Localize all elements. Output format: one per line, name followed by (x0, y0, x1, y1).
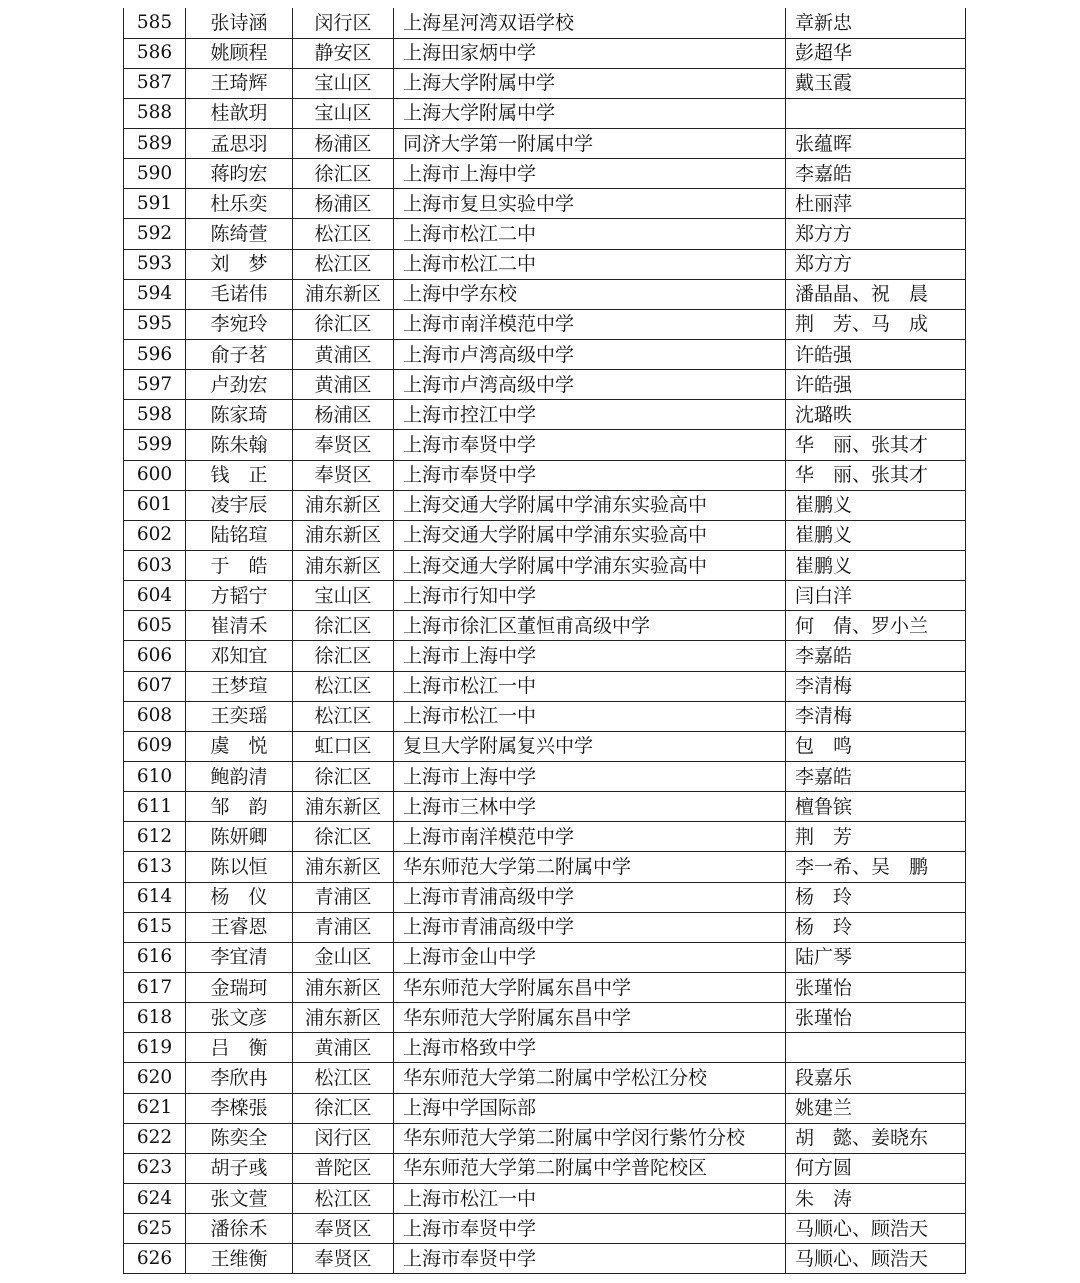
row-number-cell: 603 (124, 551, 186, 581)
row-number-cell: 608 (124, 701, 186, 731)
row-number-cell: 606 (124, 641, 186, 671)
school-name-cell: 上海大学附属中学 (394, 68, 786, 98)
school-name-cell: 上海市徐汇区董恒甫高级中学 (394, 611, 786, 641)
student-name-cell: 张文彦 (186, 1003, 293, 1033)
row-number-cell: 610 (124, 762, 186, 792)
teacher-name-cell: 李嘉皓 (786, 762, 966, 792)
district-cell: 黄浦区 (293, 1033, 394, 1063)
district-cell: 青浦区 (293, 912, 394, 942)
row-number-cell: 585 (124, 8, 186, 38)
row-number-cell: 589 (124, 129, 186, 159)
row-number-cell: 621 (124, 1093, 186, 1123)
student-name-cell: 陈绮萱 (186, 219, 293, 249)
district-cell: 杨浦区 (293, 400, 394, 430)
row-number-cell: 612 (124, 822, 186, 852)
district-cell: 松江区 (293, 1183, 394, 1213)
table-row (124, 1033, 966, 1063)
school-name-cell: 华东师范大学附属东昌中学 (394, 973, 786, 1003)
district-cell: 宝山区 (293, 68, 394, 98)
award-list-table (123, 8, 966, 1274)
row-number-cell: 594 (124, 279, 186, 309)
row-number-cell: 587 (124, 68, 186, 98)
teacher-name-cell: 许皓强 (786, 340, 966, 370)
teacher-name-cell: 彭超华 (786, 38, 966, 68)
teacher-name-cell: 李一希、吴 鹏 (786, 852, 966, 882)
school-name-cell: 上海市松江一中 (394, 671, 786, 701)
student-name-cell: 王琦辉 (186, 68, 293, 98)
row-number-cell: 605 (124, 611, 186, 641)
teacher-name-cell: 张蕴晖 (786, 129, 966, 159)
teacher-name-cell: 荆 芳 (786, 822, 966, 852)
student-name-cell: 桂歆玥 (186, 98, 293, 128)
school-name-cell: 上海星河湾双语学校 (394, 8, 786, 38)
district-cell: 宝山区 (293, 581, 394, 611)
student-name-cell: 李欣冉 (186, 1063, 293, 1093)
student-name-cell: 于 皓 (186, 551, 293, 581)
row-number-cell: 598 (124, 400, 186, 430)
district-cell: 黄浦区 (293, 370, 394, 400)
row-number-cell: 616 (124, 942, 186, 972)
teacher-name-cell: 何 倩、罗小兰 (786, 611, 966, 641)
school-name-cell: 上海市卢湾高级中学 (394, 370, 786, 400)
teacher-name-cell: 包 鸣 (786, 731, 966, 761)
teacher-name-cell: 何方圆 (786, 1153, 966, 1183)
teacher-name-cell: 李嘉皓 (786, 641, 966, 671)
table-row (124, 551, 966, 581)
school-name-cell: 上海交通大学附属中学浦东实验高中 (394, 551, 786, 581)
district-cell: 金山区 (293, 942, 394, 972)
table-row (124, 520, 966, 550)
district-cell: 徐汇区 (293, 762, 394, 792)
row-number-cell: 590 (124, 159, 186, 189)
school-name-cell: 上海市南洋模范中学 (394, 309, 786, 339)
row-number-cell: 623 (124, 1153, 186, 1183)
district-cell: 奉贤区 (293, 430, 394, 460)
row-number-cell: 588 (124, 98, 186, 128)
student-name-cell: 李檪張 (186, 1093, 293, 1123)
teacher-name-cell: 华 丽、张其才 (786, 430, 966, 460)
school-name-cell: 上海市松江一中 (394, 1183, 786, 1213)
row-number-cell: 586 (124, 38, 186, 68)
table-row (124, 882, 966, 912)
district-cell: 松江区 (293, 249, 394, 279)
school-name-cell: 上海市奉贤中学 (394, 430, 786, 460)
school-name-cell: 华东师范大学第二附属中学 (394, 852, 786, 882)
teacher-name-cell: 李清梅 (786, 701, 966, 731)
school-name-cell: 上海市青浦高级中学 (394, 912, 786, 942)
teacher-name-cell: 沈璐昳 (786, 400, 966, 430)
school-name-cell: 同济大学第一附属中学 (394, 129, 786, 159)
student-name-cell: 钱 正 (186, 460, 293, 490)
table-row (124, 1093, 966, 1123)
student-name-cell: 胡子彧 (186, 1153, 293, 1183)
table-row (124, 1214, 966, 1244)
district-cell: 徐汇区 (293, 159, 394, 189)
school-name-cell: 上海市金山中学 (394, 942, 786, 972)
student-name-cell: 金瑞珂 (186, 973, 293, 1003)
school-name-cell: 华东师范大学第二附属中学闵行紫竹分校 (394, 1123, 786, 1153)
row-number-cell: 596 (124, 340, 186, 370)
school-name-cell: 上海中学国际部 (394, 1093, 786, 1123)
teacher-name-cell: 姚建兰 (786, 1093, 966, 1123)
school-name-cell: 上海市松江一中 (394, 701, 786, 731)
district-cell: 普陀区 (293, 1153, 394, 1183)
table-row (124, 1003, 966, 1033)
school-name-cell: 上海市奉贤中学 (394, 460, 786, 490)
student-name-cell: 王梦瑄 (186, 671, 293, 701)
teacher-name-cell: 马顺心、顾浩天 (786, 1214, 966, 1244)
student-name-cell: 王维衡 (186, 1244, 293, 1274)
row-number-cell: 601 (124, 490, 186, 520)
table-row (124, 98, 966, 128)
district-cell: 杨浦区 (293, 189, 394, 219)
school-name-cell: 上海大学附属中学 (394, 98, 786, 128)
school-name-cell: 华东师范大学第二附属中学普陀校区 (394, 1153, 786, 1183)
district-cell: 松江区 (293, 1063, 394, 1093)
table-row (124, 159, 966, 189)
school-name-cell: 上海市上海中学 (394, 641, 786, 671)
district-cell: 徐汇区 (293, 822, 394, 852)
table-row (124, 822, 966, 852)
teacher-name-cell: 戴玉霞 (786, 68, 966, 98)
teacher-name-cell: 华 丽、张其才 (786, 460, 966, 490)
student-name-cell: 陈朱翰 (186, 430, 293, 460)
district-cell: 黄浦区 (293, 340, 394, 370)
teacher-name-cell (786, 98, 966, 128)
table-row (124, 912, 966, 942)
row-number-cell: 593 (124, 249, 186, 279)
district-cell: 闵行区 (293, 8, 394, 38)
teacher-name-cell: 胡 懿、姜晓东 (786, 1123, 966, 1153)
table-row (124, 370, 966, 400)
table-row (124, 792, 966, 822)
teacher-name-cell: 崔鹏义 (786, 490, 966, 520)
table-row (124, 1063, 966, 1093)
row-number-cell: 604 (124, 581, 186, 611)
district-cell: 奉贤区 (293, 460, 394, 490)
row-number-cell: 618 (124, 1003, 186, 1033)
table-row (124, 340, 966, 370)
teacher-name-cell: 陆广琴 (786, 942, 966, 972)
student-name-cell: 杜乐奕 (186, 189, 293, 219)
school-name-cell: 上海市卢湾高级中学 (394, 340, 786, 370)
row-number-cell: 615 (124, 912, 186, 942)
table-row (124, 942, 966, 972)
school-name-cell: 上海市上海中学 (394, 159, 786, 189)
student-name-cell: 毛诺伟 (186, 279, 293, 309)
table-row (124, 309, 966, 339)
table-row (124, 279, 966, 309)
table-row (124, 973, 966, 1003)
school-name-cell: 复旦大学附属复兴中学 (394, 731, 786, 761)
teacher-name-cell: 荆 芳、马 成 (786, 309, 966, 339)
district-cell: 浦东新区 (293, 1003, 394, 1033)
district-cell: 杨浦区 (293, 129, 394, 159)
teacher-name-cell: 崔鹏义 (786, 520, 966, 550)
teacher-name-cell: 郑方方 (786, 249, 966, 279)
table-row (124, 460, 966, 490)
student-name-cell: 邹 韵 (186, 792, 293, 822)
student-name-cell: 崔清禾 (186, 611, 293, 641)
student-name-cell: 吕 衡 (186, 1033, 293, 1063)
teacher-name-cell (786, 1033, 966, 1063)
student-name-cell: 陈家琦 (186, 400, 293, 430)
row-number-cell: 613 (124, 852, 186, 882)
school-name-cell: 上海市奉贤中学 (394, 1244, 786, 1274)
teacher-name-cell: 段嘉乐 (786, 1063, 966, 1093)
district-cell: 松江区 (293, 219, 394, 249)
district-cell: 浦东新区 (293, 490, 394, 520)
student-name-cell: 姚顾程 (186, 38, 293, 68)
school-name-cell: 上海交通大学附属中学浦东实验高中 (394, 490, 786, 520)
table-row (124, 701, 966, 731)
student-name-cell: 张诗涵 (186, 8, 293, 38)
table-row (124, 671, 966, 701)
row-number-cell: 626 (124, 1244, 186, 1274)
student-name-cell: 邓知宜 (186, 641, 293, 671)
student-name-cell: 陈奕全 (186, 1123, 293, 1153)
school-name-cell: 上海市复旦实验中学 (394, 189, 786, 219)
district-cell: 松江区 (293, 671, 394, 701)
student-name-cell: 鲍韵清 (186, 762, 293, 792)
district-cell: 静安区 (293, 38, 394, 68)
table-row (124, 68, 966, 98)
table-row (124, 8, 966, 38)
table-row (124, 189, 966, 219)
teacher-name-cell: 郑方方 (786, 219, 966, 249)
school-name-cell: 上海交通大学附属中学浦东实验高中 (394, 520, 786, 550)
table-row (124, 129, 966, 159)
row-number-cell: 591 (124, 189, 186, 219)
school-name-cell: 上海市松江二中 (394, 219, 786, 249)
student-name-cell: 俞子茗 (186, 340, 293, 370)
school-name-cell: 上海市奉贤中学 (394, 1214, 786, 1244)
district-cell: 徐汇区 (293, 641, 394, 671)
teacher-name-cell: 崔鹏义 (786, 551, 966, 581)
table-row (124, 1183, 966, 1213)
table-row (124, 762, 966, 792)
school-name-cell: 上海田家炳中学 (394, 38, 786, 68)
row-number-cell: 624 (124, 1183, 186, 1213)
row-number-cell: 611 (124, 792, 186, 822)
table-row (124, 38, 966, 68)
district-cell: 浦东新区 (293, 551, 394, 581)
table-row (124, 249, 966, 279)
table-row (124, 430, 966, 460)
table-body (124, 8, 966, 1274)
district-cell: 浦东新区 (293, 792, 394, 822)
teacher-name-cell: 檀鲁镔 (786, 792, 966, 822)
row-number-cell: 592 (124, 219, 186, 249)
school-name-cell: 上海市行知中学 (394, 581, 786, 611)
row-number-cell: 607 (124, 671, 186, 701)
student-name-cell: 卢劲宏 (186, 370, 293, 400)
student-name-cell: 李宜清 (186, 942, 293, 972)
school-name-cell: 上海市控江中学 (394, 400, 786, 430)
student-name-cell: 凌宇辰 (186, 490, 293, 520)
table-row (124, 1153, 966, 1183)
table-row (124, 852, 966, 882)
row-number-cell: 620 (124, 1063, 186, 1093)
table-row (124, 1244, 966, 1274)
district-cell: 奉贤区 (293, 1244, 394, 1274)
teacher-name-cell: 杨 玲 (786, 882, 966, 912)
row-number-cell: 597 (124, 370, 186, 400)
row-number-cell: 619 (124, 1033, 186, 1063)
district-cell: 浦东新区 (293, 973, 394, 1003)
district-cell: 浦东新区 (293, 520, 394, 550)
table-row (124, 731, 966, 761)
row-number-cell: 600 (124, 460, 186, 490)
teacher-name-cell: 章新忠 (786, 8, 966, 38)
teacher-name-cell: 潘晶晶、祝 晨 (786, 279, 966, 309)
student-name-cell: 王奕瑶 (186, 701, 293, 731)
student-name-cell: 潘徐禾 (186, 1214, 293, 1244)
school-name-cell: 上海市三林中学 (394, 792, 786, 822)
school-name-cell: 上海中学东校 (394, 279, 786, 309)
row-number-cell: 609 (124, 731, 186, 761)
student-name-cell: 陆铭瑄 (186, 520, 293, 550)
school-name-cell: 上海市松江二中 (394, 249, 786, 279)
table-row (124, 641, 966, 671)
district-cell: 徐汇区 (293, 1093, 394, 1123)
student-name-cell: 方韬宁 (186, 581, 293, 611)
student-name-cell: 刘 梦 (186, 249, 293, 279)
district-cell: 青浦区 (293, 882, 394, 912)
student-name-cell: 陈以恒 (186, 852, 293, 882)
district-cell: 松江区 (293, 701, 394, 731)
teacher-name-cell: 许皓强 (786, 370, 966, 400)
document-page (123, 8, 965, 1274)
row-number-cell: 602 (124, 520, 186, 550)
student-name-cell: 虞 悦 (186, 731, 293, 761)
row-number-cell: 595 (124, 309, 186, 339)
school-name-cell: 上海市格致中学 (394, 1033, 786, 1063)
school-name-cell: 华东师范大学第二附属中学松江分校 (394, 1063, 786, 1093)
teacher-name-cell: 张瑾怡 (786, 1003, 966, 1033)
teacher-name-cell: 闫白洋 (786, 581, 966, 611)
district-cell: 徐汇区 (293, 309, 394, 339)
student-name-cell: 杨 仪 (186, 882, 293, 912)
teacher-name-cell: 朱 涛 (786, 1183, 966, 1213)
district-cell: 徐汇区 (293, 611, 394, 641)
row-number-cell: 625 (124, 1214, 186, 1244)
row-number-cell: 599 (124, 430, 186, 460)
table-row (124, 490, 966, 520)
school-name-cell: 上海市上海中学 (394, 762, 786, 792)
table-row (124, 400, 966, 430)
student-name-cell: 王睿恩 (186, 912, 293, 942)
table-row (124, 1123, 966, 1153)
row-number-cell: 614 (124, 882, 186, 912)
table-row (124, 611, 966, 641)
school-name-cell: 华东师范大学附属东昌中学 (394, 1003, 786, 1033)
district-cell: 宝山区 (293, 98, 394, 128)
teacher-name-cell: 李嘉皓 (786, 159, 966, 189)
teacher-name-cell: 杨 玲 (786, 912, 966, 942)
row-number-cell: 617 (124, 973, 186, 1003)
row-number-cell: 622 (124, 1123, 186, 1153)
table-row (124, 581, 966, 611)
district-cell: 浦东新区 (293, 852, 394, 882)
teacher-name-cell: 杜丽萍 (786, 189, 966, 219)
district-cell: 奉贤区 (293, 1214, 394, 1244)
table-row (124, 219, 966, 249)
student-name-cell: 张文萱 (186, 1183, 293, 1213)
student-name-cell: 李宛玲 (186, 309, 293, 339)
school-name-cell: 上海市青浦高级中学 (394, 882, 786, 912)
school-name-cell: 上海市南洋模范中学 (394, 822, 786, 852)
teacher-name-cell: 马顺心、顾浩天 (786, 1244, 966, 1274)
student-name-cell: 陈妍卿 (186, 822, 293, 852)
district-cell: 浦东新区 (293, 279, 394, 309)
district-cell: 闵行区 (293, 1123, 394, 1153)
student-name-cell: 孟思羽 (186, 129, 293, 159)
teacher-name-cell: 李清梅 (786, 671, 966, 701)
teacher-name-cell: 张瑾怡 (786, 973, 966, 1003)
district-cell: 虹口区 (293, 731, 394, 761)
student-name-cell: 蒋昀宏 (186, 159, 293, 189)
